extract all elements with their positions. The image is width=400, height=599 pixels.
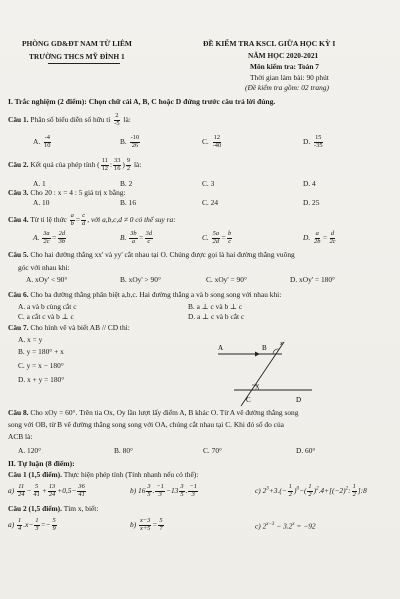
q1-stem: Câu 1. Phân số biểu diễn số hữu tỉ $\frac{2}{-5}$ là: <box>8 112 131 127</box>
q3-option-c[interactable]: C. 24 <box>202 198 219 207</box>
q4-option-a[interactable]: A. $\frac{3a}{2c}$ = $\frac{2d}{3b}$ <box>33 230 66 245</box>
exam-pages: (Đề kiểm tra gồm: 02 trang) <box>245 83 329 92</box>
q6-option-c[interactable]: C. a cắt c và b ⊥ c <box>18 312 74 321</box>
q8-option-c[interactable]: C. 70° <box>203 446 222 455</box>
q4-stem: Câu 4. Từ tỉ lệ thức $\frac{a}{b}$ = $\frac{c}{d}$ , với a,b,c,d ≠ 0 có thể suy ra: <box>8 212 176 227</box>
label-C: C <box>246 396 251 404</box>
q3-option-a[interactable]: A. 10 <box>33 198 50 207</box>
q4-option-d[interactable]: D. $\frac{a}{2b}$ = $\frac{d}{2c}$ <box>303 230 336 245</box>
part2-title: II. Tự luận (8 điểm): <box>8 459 75 468</box>
label-D: D <box>296 396 302 404</box>
school-underline <box>48 63 120 64</box>
q1-option-a[interactable]: A. $\frac{-4}{10}$ <box>33 134 51 149</box>
q3-option-d[interactable]: D. 25 <box>303 198 320 207</box>
p2-c2b: b) $\frac{x-3}{x+5}$ = $\frac{5}{7}$ <box>130 517 163 532</box>
q5-stem-cont: góc với nhau khi: <box>18 263 70 272</box>
q1-option-b[interactable]: B. $\frac{-10}{26}$ <box>120 134 140 149</box>
part1-title: I. Trắc nghiệm (2 điểm): Chọn chữ cái A, B, C hoặc D đứng trước câu trả lời đúng. <box>8 97 276 106</box>
q6-option-d[interactable]: D. a ⊥ c và b cắt c <box>188 312 245 321</box>
p2-c1c: c) $2^3+3.(-$ $\frac{1}{2}$ )$^0$−( $\frac{1}{2}$ )$^2.4+[(-2)^2$: $\frac{1}{2}$ ]:8 <box>255 483 367 498</box>
q2-option-c[interactable]: C. 3 <box>202 179 215 188</box>
p2-c2a: a) $\frac{1}{4}$ .x− $\frac{1}{3}$ =− $\frac{5}{9}$ <box>8 517 56 532</box>
q3-option-b[interactable]: B. 16 <box>120 198 137 207</box>
p2-c1b: b) 16 $\frac{3}{5}$ . $\frac{-1}{3}$ −13 $\frac{3}{5}$ . $\frac{-1}{3}$ <box>130 483 197 498</box>
q5-option-b[interactable]: B. xOy' > 90° <box>120 275 161 284</box>
p2-c1a: a) $\frac{11}{24}$ − $\frac{5}{41}$ + $\frac{13}{24}$ +0,5− $\frac{36}{41}$ <box>8 483 85 498</box>
p2-c2c: c) $2^{x-3} - 3.2^x = -92$ <box>255 521 316 531</box>
q1-label: Câu 1. <box>8 114 29 124</box>
q2-stem: Câu 2. Kết quả của phép tính ( $\frac{11}{12}$ : $\frac{33}{16}$ ) $\frac{9}{2}$ là: <box>8 157 142 172</box>
q5-option-d[interactable]: D. xOy' = 180° <box>290 275 335 284</box>
q1-option-d[interactable]: D. $\frac{15}{-35}$ <box>303 134 323 149</box>
q3-stem: Câu 3. Cho 20 : x = 4 : 5 giá trị x bằng: <box>8 188 126 197</box>
q8-option-a[interactable]: A. 120° <box>18 446 42 455</box>
arrow-ab <box>255 352 260 357</box>
q8-option-d[interactable]: D. 60° <box>296 446 316 455</box>
q1-text: Phân số biểu diễn số hữu tỉ <box>30 114 111 124</box>
q7-option-b[interactable]: B. y = 180° + x <box>18 347 64 356</box>
label-x: x <box>280 340 283 347</box>
q2-option-a[interactable]: A. 1 <box>33 179 46 188</box>
q8-stem: Câu 8. Cho xOy = 60°. Trên tia Ox, Oy lần lượt lấy điểm A, B khác O. Từ A vẽ đường thẳng song <box>8 408 299 417</box>
q7-option-c[interactable]: C. y = x − 180° <box>18 361 64 370</box>
label-A: A <box>218 344 224 352</box>
q1-fraction: $\frac{2}{-5}$ <box>114 112 120 127</box>
label-B: B <box>262 344 267 352</box>
q7-option-a[interactable]: A. x = y <box>18 335 43 344</box>
q1-option-c[interactable]: C. $\frac{12}{-40}$ <box>202 134 222 149</box>
q2-option-b[interactable]: B. 2 <box>120 179 133 188</box>
q4-option-c[interactable]: C. $\frac{5a}{2d}$ = $\frac{b}{c}$ <box>202 230 232 245</box>
school-name: TRƯỜNG THCS MỸ ĐÌNH 1 <box>29 52 125 61</box>
exam-time: Thời gian làm bài: 90 phút <box>250 73 329 82</box>
q8-stem-cont1: song với OB, từ B vẽ đường thẳng song song với OA, chúng cắt nhau tại C. Khi đó số đo của <box>8 420 284 429</box>
q7-figure <box>212 336 318 408</box>
exam-year: NĂM HỌC 2020-2021 <box>248 51 319 60</box>
p2-c1-stem: Câu 1 (1,5 điểm). Thực hiện phép tính (Tính nhanh nếu có thể): <box>8 470 199 479</box>
q7-stem: Câu 7. Cho hình vẽ và biết AB // CD thì: <box>8 323 130 332</box>
q5-option-c[interactable]: C. xOy' = 90° <box>206 275 247 284</box>
q4-option-b[interactable]: B. $\frac{3b}{a}$ = $\frac{3d}{c}$ <box>120 230 153 245</box>
q2-option-d[interactable]: D. 4 <box>303 179 316 188</box>
q6-option-b[interactable]: B. a ⊥ c và b ⊥ c <box>188 302 243 311</box>
q6-option-a[interactable]: A. a và b cùng cắt c <box>18 302 77 311</box>
q8-stem-cont2: ACB là: <box>8 432 33 441</box>
label-y: y <box>256 382 259 389</box>
q7-option-d[interactable]: D. x + y = 180° <box>18 375 65 384</box>
q5-stem: Câu 5. Cho hai đường thẳng xx' và yy' cắt nhau tại O. Chúng được gọi là hai đường thẳng vuông <box>8 250 295 259</box>
p2-c2-stem: Câu 2 (1,5 điểm). Tìm x, biết: <box>8 504 99 513</box>
q8-option-b[interactable]: B. 80° <box>114 446 133 455</box>
dept-name: PHÒNG GD&ĐT NAM TỪ LIÊM <box>22 39 132 48</box>
exam-title: ĐỀ KIỂM TRA KSCL GIỮA HỌC KỲ I <box>203 39 336 48</box>
exam-subject: Môn kiểm tra: Toán 7 <box>250 62 319 71</box>
q6-stem: Câu 6. Cho ba đường thẳng phân biệt a,b,c. Hai đường thẳng a và b song song với nhau khi: <box>8 290 282 299</box>
q5-option-a[interactable]: A. xOy' < 90° <box>26 275 68 284</box>
